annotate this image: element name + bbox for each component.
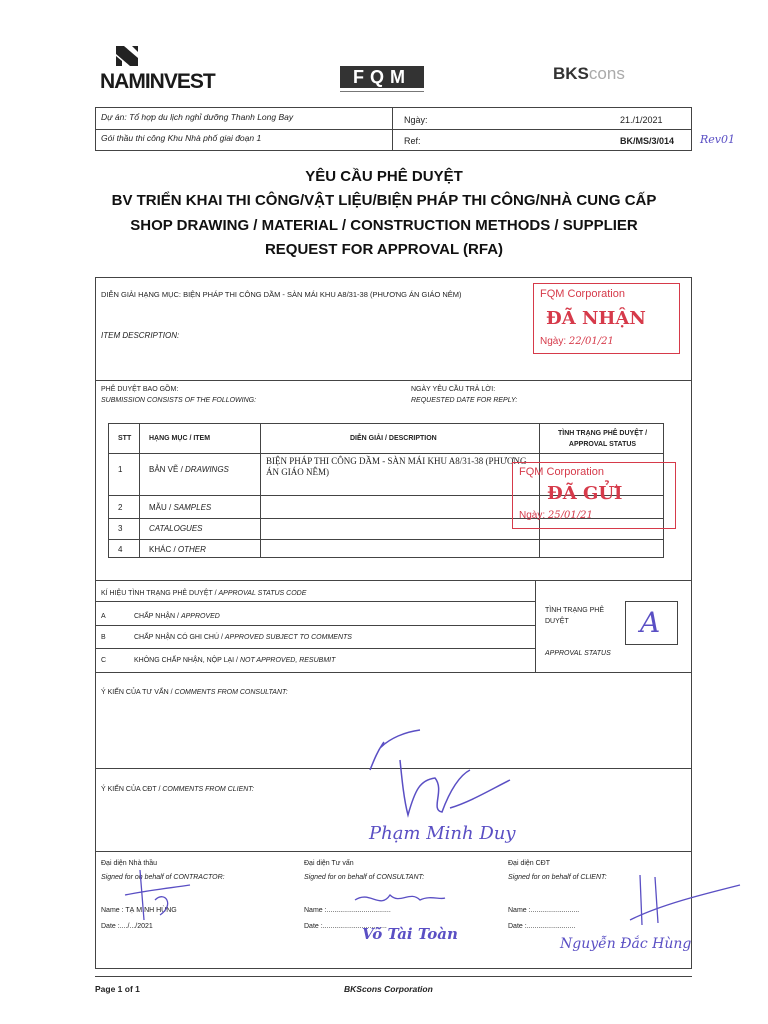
ref-value: BK/MS/3/014 — [620, 136, 675, 146]
code-b: B — [101, 634, 106, 641]
date-value: 21./1/2021 — [620, 115, 663, 125]
title-en-1: SHOP DRAWING / MATERIAL / CONSTRUCTION METHODS / SUPPLIER — [130, 217, 638, 234]
received-stamp — [533, 283, 680, 354]
reply-date-label: NGÀY YÊU CẦU TRẢ LỜI: — [411, 386, 496, 393]
consultant-comments-label: Ý KIẾN CỦA TƯ VẤN / COMMENTS FROM CONSULTANT: — [101, 689, 288, 696]
title-en-2: REQUEST FOR APPROVAL (RFA) — [264, 241, 504, 258]
client-sign-name: Nguyễn Đắc Hùng — [560, 936, 692, 952]
consultant-handwritten-name: Phạm Minh Duy — [369, 823, 516, 844]
table-row-1-item: BẢN VẼ / DRAWINGS — [149, 465, 229, 474]
bks-text: BKS — [553, 64, 589, 83]
client-name: Name :......................... — [508, 907, 580, 914]
naminvest-mark-icon — [112, 44, 142, 70]
table-row-1-stt: 1 — [118, 465, 123, 474]
fqm-logo: FQM — [340, 66, 424, 88]
page-number: Page 1 of 1 — [95, 984, 140, 994]
footer-company: BKScons Corporation — [344, 984, 433, 994]
ref-label: Ref: — [404, 136, 421, 146]
sent-stamp-company: FQM Corporation — [519, 466, 604, 478]
code-a-label: CHẤP NHẬN / APPROVED — [134, 613, 220, 620]
client-title: Đại diện CĐT — [508, 860, 551, 867]
sent-stamp — [512, 462, 676, 529]
date-label: Ngày: — [404, 115, 428, 125]
submission-label-en: SUBMISSION CONSISTS OF THE FOLLOWING: — [101, 397, 257, 404]
consultant-title: Đại diện Tư vấn — [304, 860, 354, 867]
contractor-date: Date :..../.../2021 — [101, 923, 153, 930]
approval-code-label: KÍ HIỆU TÌNH TRẠNG PHÊ DUYỆT / APPROVAL STATUS CODE — [101, 590, 307, 597]
table-row-2-item: MẪU / SAMPLES — [149, 503, 212, 512]
approval-status-value: A — [640, 606, 661, 639]
table-row-3-item: CATALOGUES — [149, 524, 203, 533]
package-name: Gói thầu thi công Khu Nhà phố giai đoạn 1 — [101, 133, 262, 143]
sent-stamp-text: ĐÃ GỬI — [547, 483, 623, 504]
item-description-en: ITEM DESCRIPTION: — [101, 331, 180, 340]
client-signature-icon — [600, 865, 750, 935]
item-description-label: DIỄN GIẢI HẠNG MỤC: BIỆN PHÁP THI CÔNG DẦM - SÀN MÁI KHU A8/31-38 (PHƯƠNG ÁN GIÁO NÊM) — [101, 290, 462, 299]
table-row-1-desc: BIỆN PHÁP THI CÔNG DẦM - SÀN MÁI KHU A8/31-38 (PHƯƠNG ÁN GIÁO NÊM) — [266, 456, 527, 477]
title-vi-2: BV TRIỂN KHAI THI CÔNG/VẬT LIỆU/BIỆN PHÁP THI CÔNG/NHÀ CUNG CẤP — [111, 192, 657, 209]
cons-text: cons — [588, 64, 625, 83]
table-row-3-stt: 3 — [118, 524, 123, 533]
project-name: Dự án: Tổ hợp du lịch nghỉ dưỡng Thanh Long Bay — [101, 112, 294, 122]
approval-status-label-en: APPROVAL STATUS — [545, 650, 611, 657]
table-row-4-stt: 4 — [118, 545, 123, 554]
consultant-sign-scribble-icon — [350, 880, 450, 920]
reply-date-label-en: REQUESTED DATE FOR REPLY: — [411, 397, 518, 404]
submission-label: PHÊ DUYỆT BAO GỒM: — [101, 386, 179, 393]
approval-status-label: TÌNH TRẠNG PHÊ DUYỆT — [545, 607, 604, 625]
consultant-signature-icon — [360, 720, 520, 840]
table-header-stt: STT — [118, 435, 132, 442]
table-header-status: TÌNH TRẠNG PHÊ DUYỆT / APPROVAL STATUS — [557, 430, 648, 448]
consultant-signed: Signed for on behalf of CONSULTANT: — [304, 874, 425, 881]
code-c-label: KHÔNG CHẤP NHẬN, NỘP LẠI / NOT APPROVED, RESUBMIT — [134, 657, 336, 664]
received-stamp-date: Ngày: 22/01/21 — [540, 336, 614, 347]
received-stamp-text: ĐÃ NHẬN — [546, 308, 646, 329]
code-a: A — [101, 613, 106, 620]
contractor-name: Name : TẠ MINH HÙNG — [101, 907, 177, 914]
contractor-title: Đại diện Nhà thầu — [101, 860, 158, 867]
naminvest-text: NAMINVEST — [100, 70, 215, 93]
client-date: Date :......................... — [508, 923, 576, 930]
table-header-desc: DIỄN GIẢI / DESCRIPTION — [350, 435, 437, 442]
received-stamp-company: FQM Corporation — [540, 288, 625, 300]
sent-stamp-date: Ngày: 25/01/21 — [519, 510, 593, 521]
consultant-sign-name: Võ Tài Toàn — [362, 925, 458, 943]
bkscons-logo — [553, 64, 625, 84]
table-row-4-item: KHÁC / OTHER — [149, 545, 206, 554]
consultant-date: Date :................................. — [304, 923, 387, 930]
fqm-subtitle — [340, 89, 424, 92]
consultant-name: Name :................................. — [304, 907, 391, 914]
contractor-signature-icon — [110, 860, 210, 930]
table-header-item: HẠNG MỤC / ITEM — [149, 435, 211, 442]
title-vi-1: YÊU CẦU PHÊ DUYỆT — [305, 168, 463, 185]
code-b-label: CHẤP NHẬN CÓ GHI CHÚ / APPROVED SUBJECT TO COMMENTS — [134, 634, 352, 641]
client-comments-label: Ý KIẾN CỦA CĐT / COMMENTS FROM CLIENT: — [101, 786, 254, 793]
table-row-2-stt: 2 — [118, 503, 123, 512]
client-signed: Signed for on behalf of CLIENT: — [508, 874, 607, 881]
code-c: C — [101, 657, 107, 664]
contractor-signed: Signed for on behalf of CONTRACTOR: — [101, 874, 225, 881]
ref-handwritten: Rev01 — [700, 133, 736, 146]
